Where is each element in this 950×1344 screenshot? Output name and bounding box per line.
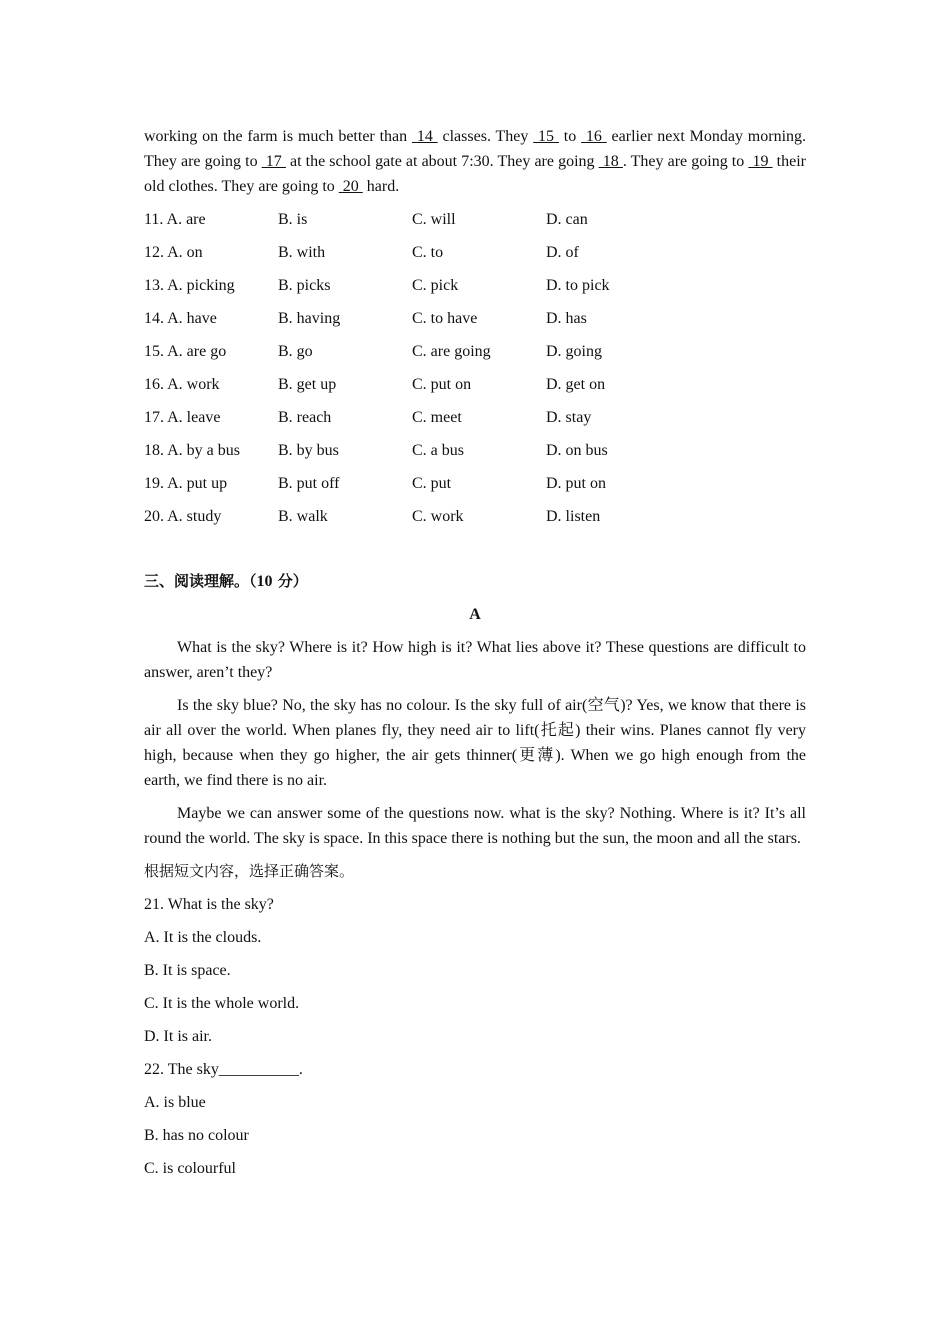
option-row-12	[144, 240, 806, 273]
blank-16: 16	[581, 128, 607, 145]
option-row-13	[144, 273, 806, 306]
option-a: 13. A. picking	[144, 277, 235, 294]
q21-option-b: B. It is space.	[144, 962, 231, 979]
q22-option-c: C. is colourful	[144, 1160, 236, 1177]
option-c: C. a bus	[412, 442, 464, 459]
passage-text: working on the farm is much better than	[144, 128, 412, 145]
option-a: 19. A. put up	[144, 475, 228, 492]
option-d: D. can	[546, 211, 588, 228]
question-21: 21. What is the sky?	[144, 896, 274, 913]
q21-option-c: C. It is the whole world.	[144, 995, 300, 1012]
passage-text: . They are going to	[622, 153, 749, 170]
option-a: 17. A. leave	[144, 409, 221, 426]
option-a: 15. A. are go	[144, 343, 227, 360]
option-b: B. go	[278, 343, 313, 360]
q22-option-b: B. has no colour	[144, 1127, 249, 1144]
option-row-15	[144, 339, 806, 372]
option-c: C. pick	[412, 277, 459, 294]
passage-text: to	[558, 128, 582, 145]
option-d: D. going	[546, 343, 602, 360]
passage-text: hard.	[362, 178, 400, 195]
passage-continuation	[144, 124, 806, 199]
option-a: 11. A. are	[144, 211, 206, 228]
option-a: 12. A. on	[144, 244, 203, 261]
option-row-19	[144, 471, 806, 504]
option-b: B. picks	[278, 277, 331, 294]
reading-paragraph-1: What is the sky? Where is it? How high is it? What lies above it? These questions are difficult to answer, aren’t they?	[144, 639, 806, 681]
document-page	[144, 124, 806, 1189]
option-b: B. walk	[278, 508, 328, 525]
option-a: 18. A. by a bus	[144, 442, 240, 459]
passage-text: their old clothes. They are going to	[144, 153, 806, 195]
option-row-11	[144, 207, 806, 240]
option-c: C. put	[412, 475, 452, 492]
option-c: C. are going	[412, 343, 491, 360]
option-b: B. reach	[278, 409, 332, 426]
option-c: C. meet	[412, 409, 462, 426]
option-b: B. having	[278, 310, 341, 327]
passage-title: A	[469, 606, 481, 623]
option-b: B. by bus	[278, 442, 339, 459]
cloze-options	[144, 207, 806, 537]
passage-text: earlier next Monday morning. They are going to	[144, 128, 807, 170]
section-heading-tail: 分）	[272, 572, 308, 590]
option-a: 14. A. have	[144, 310, 217, 327]
option-row-17	[144, 405, 806, 438]
blank-15: 15	[533, 128, 559, 145]
option-b: B. put off	[278, 475, 340, 492]
blank-19: 19	[748, 153, 773, 170]
option-d: D. listen	[546, 508, 601, 525]
option-c: C. work	[412, 508, 464, 525]
blank-14: 14	[411, 128, 438, 145]
q22-option-a: A. is blue	[144, 1094, 206, 1111]
blank-17: 17	[261, 153, 286, 170]
option-row-18	[144, 438, 806, 471]
option-b: B. get up	[278, 376, 337, 393]
option-d: D. on bus	[546, 442, 608, 459]
option-d: D. of	[546, 244, 579, 261]
passage-text: classes. They	[437, 128, 534, 145]
option-c: C. put on	[412, 376, 472, 393]
option-b: B. with	[278, 244, 326, 261]
option-d: D. has	[546, 310, 587, 327]
option-c: C. to	[412, 244, 444, 261]
section-heading-cn: 三、阅读理解。（	[144, 572, 257, 590]
option-d: D. stay	[546, 409, 592, 426]
option-a: 20. A. study	[144, 508, 222, 525]
reading-paragraph-3: Maybe we can answer some of the questions now. what is the sky? Nothing. Where is it? It’s all round the world. The sky is space. In this space there is nothing but the sun, the moon and all the stars.	[144, 805, 806, 847]
reading-paragraph-2: Is the sky blue? No, the sky has no colour. Is the sky full of air(空气)? Yes, we know that there is air all over the world. When planes fly, they need air to lift(托起) their wins. Planes cannot fly very high, because when they go higher, the air gets thinner(更薄). When we go high enough from the earth, we find there is no air.	[144, 697, 806, 789]
option-row-16	[144, 372, 806, 405]
question-22: 22. The sky__________.	[144, 1061, 303, 1078]
option-c: C. will	[412, 211, 456, 228]
option-a: 16. A. work	[144, 376, 220, 393]
instruction: 根据短文内容，选择正确答案。	[144, 862, 355, 880]
option-d: D. put on	[546, 475, 606, 492]
blank-18: 18	[598, 153, 623, 170]
section-heading-score: 10	[256, 573, 273, 590]
passage-text: at the school gate at about 7:30. They are going	[285, 153, 599, 170]
option-c: C. to have	[412, 310, 478, 327]
option-d: D. get on	[546, 376, 606, 393]
option-b: B. is	[278, 211, 308, 228]
option-d: D. to pick	[546, 277, 610, 294]
section-heading	[144, 569, 806, 602]
option-row-20	[144, 504, 806, 537]
q21-option-d: D. It is air.	[144, 1028, 212, 1045]
option-row-14	[144, 306, 806, 339]
blank-20: 20	[338, 178, 363, 195]
q21-option-a: A. It is the clouds.	[144, 929, 262, 946]
